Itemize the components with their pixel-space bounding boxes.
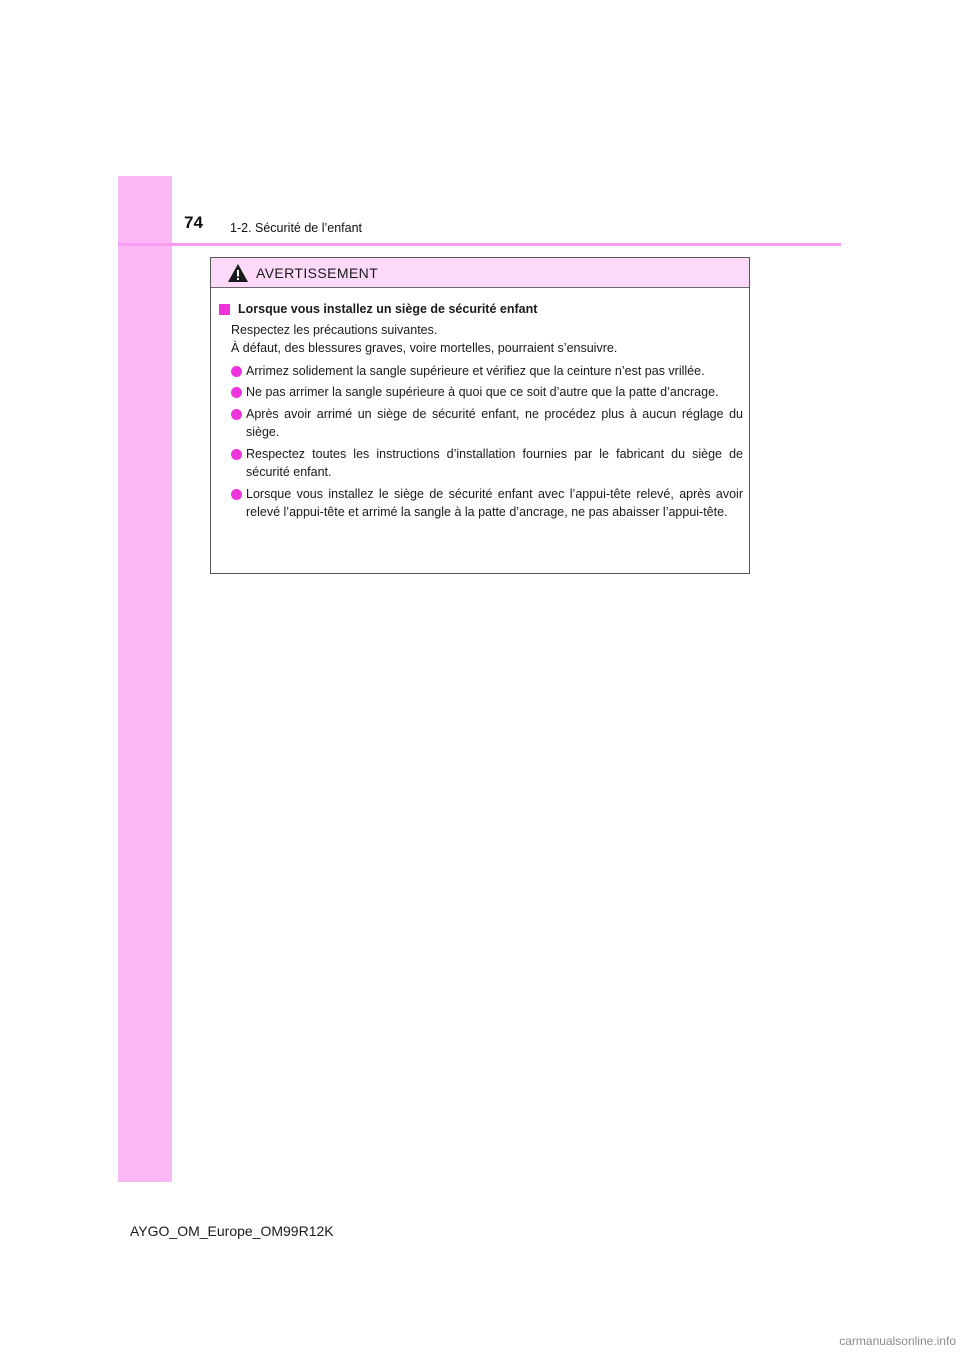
circle-bullet-icon	[231, 409, 242, 420]
warning-heading-text: Lorsque vous installez un siège de sécurité enfant	[238, 302, 538, 316]
list-item-text: Après avoir arrimé un siège de sécurité enfant, ne procédez plus à aucun réglage du siège.	[246, 406, 743, 439]
square-bullet-icon	[219, 304, 230, 315]
warning-triangle-icon	[227, 263, 249, 283]
watermark: carmanualsonline.info	[839, 1334, 956, 1348]
list-item	[219, 362, 743, 381]
warning-header	[211, 258, 749, 288]
list-item	[219, 405, 743, 442]
list-item-text: Arrimez solidement la sangle supérieure et vérifiez que la ceinture n’est pas vrillée.	[246, 363, 705, 378]
circle-bullet-icon	[231, 489, 242, 500]
intro-line: Respectez les précautions suivantes.	[231, 322, 438, 337]
warning-title: AVERTISSEMENT	[256, 264, 379, 281]
side-color-band	[118, 176, 172, 1182]
list-item	[219, 445, 743, 482]
header-rule	[118, 243, 841, 246]
warning-body	[211, 288, 749, 522]
warning-heading	[219, 300, 743, 319]
page-number: 74	[184, 213, 203, 232]
circle-bullet-icon	[231, 366, 242, 377]
list-item	[219, 485, 743, 522]
warning-intro	[219, 321, 743, 358]
list-item-text: Ne pas arrimer la sangle supérieure à quoi que ce soit d’autre que la patte d’ancrage.	[246, 385, 719, 399]
document-code: AYGO_OM_Europe_OM99R12K	[130, 1223, 334, 1239]
circle-bullet-icon	[231, 449, 242, 460]
section-title: 1-2. Sécurité de l’enfant	[230, 221, 363, 235]
list-item-text: Respectez toutes les instructions d’installation fournies par le fabricant du siège de sécurité enfant.	[246, 446, 743, 479]
list-item	[219, 383, 743, 402]
list-item-text: Lorsque vous installez le siège de sécurité enfant avec l’appui-tête relevé, après avoir relevé l’appui-tête et arrimé la sangle à la patte d’ancrage, ne pas abaisser l’appui-tête.	[246, 486, 743, 519]
warning-box	[210, 257, 750, 574]
intro-line: À défaut, des blessures graves, voire mortelles, pourraient s’ensuivre.	[231, 341, 618, 355]
circle-bullet-icon	[231, 387, 242, 398]
